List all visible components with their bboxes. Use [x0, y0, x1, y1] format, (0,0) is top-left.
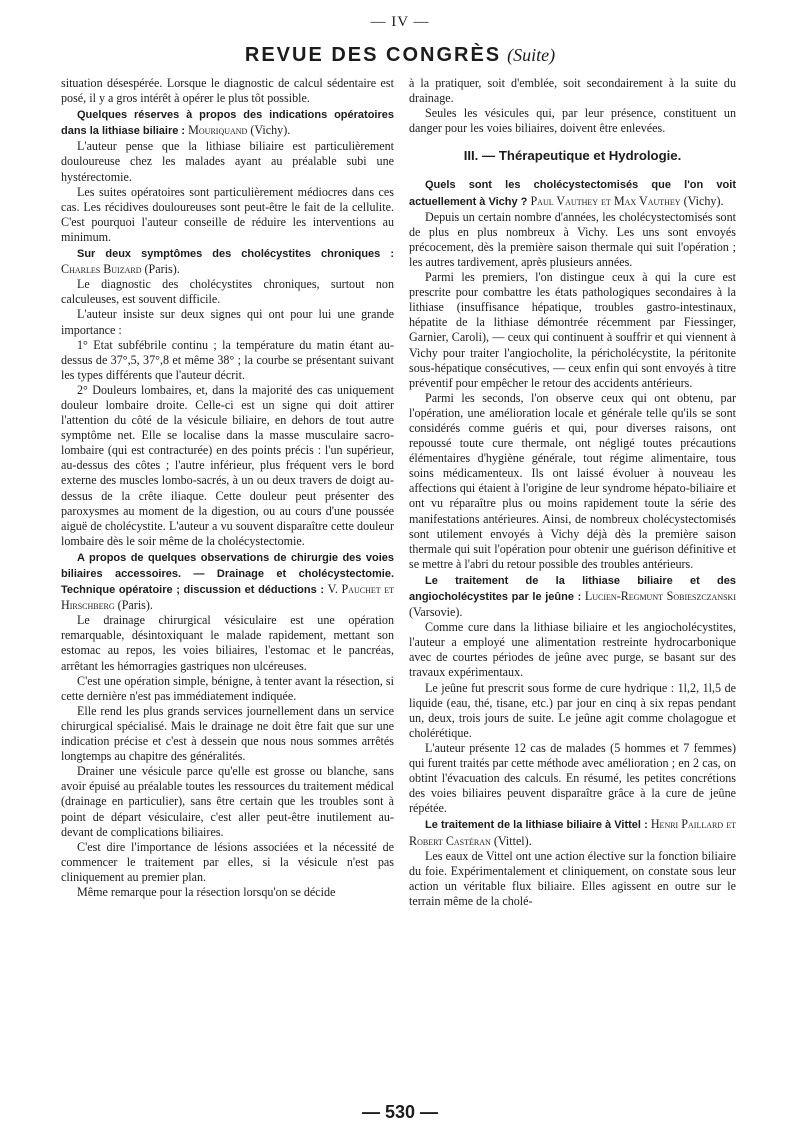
left-column — [61, 76, 394, 900]
paragraph: Même remarque pour la résection lorsqu'on se décide — [77, 884, 336, 899]
paragraph: C'est une opération simple, bénigne, à tenter avant la résection, si cette dernière n'est pas immédiatement indiquée. — [61, 673, 394, 703]
journal-title — [0, 44, 800, 67]
paragraph: Drainer une vésicule parce qu'elle est grosse ou blanche, sans avoir épuisé au préalable toutes les ressources du traitement médical (drainage en particulier), sans être certain que les troubles sont à point de départ vésiculaire, c'est aller peut-être inutilement au-devant de complications biliaires. — [61, 764, 394, 839]
abstract-heading — [61, 246, 394, 277]
abstract-heading — [61, 107, 394, 139]
abstract-author: Henri Paillard et Robert Castéran — [409, 817, 736, 848]
abstract-heading — [409, 177, 736, 209]
abstract-place: (Vichy). — [683, 193, 724, 208]
abstract-author: V. Pauchet et Hirschberg — [61, 582, 395, 613]
paragraph: Seules les vésicules qui, par leur présence, constituent un danger pour les voies biliaires, doivent être enlevées. — [409, 106, 736, 136]
paragraph: Les eaux de Vittel ont une action élective sur la fonction biliaire du foie. Expérimentalement et cliniquement, on constate sous leur action un véritable flux biliaire. Elles agissent en outre sur le terrain même de la cholé- — [409, 848, 736, 908]
abstract-heading — [409, 817, 736, 848]
paragraph: L'auteur insiste sur deux signes qui ont pour lui une grande importance : — [61, 307, 394, 337]
paragraph: Le diagnostic des cholécystites chroniques, surtout non calculeuses, est souvent difficile. — [61, 277, 394, 307]
right-column — [409, 76, 736, 909]
page-number: — 530 — — [361, 1102, 439, 1122]
abstract-heading — [409, 573, 736, 620]
abstract-place: (Varsovie). — [409, 605, 463, 620]
abstract-author: Charles Buizard — [61, 262, 142, 277]
abstract-place: (Vichy). — [250, 123, 291, 138]
paragraph: Parmi les premiers, l'on distingue ceux à qui la cure est prescrite pour combattre les états pathologiques secondaires à la lithiase (insuffisance hépatique, troubles gastro-intestinaux, hépatite de la lithiase démontrée récemment par Fiessinger, Garnier, Caroli), — ceux qui continuent à souffrir et qui viennent à Vichy pour traiter l'angiocholite, la péricholécystite, la péritonite sous-hépatique consécutives, — ceux enfin qui sont envoyés à titre préventif pour empêcher le retour des accidents antérieurs. — [409, 270, 736, 390]
abstract-place: (Paris). — [117, 598, 153, 613]
abstract-title: Le traitement de la lithiase biliaire et des angiocholécystites par le jeûne : — [409, 574, 736, 603]
paragraph: à la pratiquer, soit d'emblée, soit secondairement à la suite du drainage. — [409, 76, 736, 106]
paragraph: Depuis un certain nombre d'années, les cholécystectomisés sont de plus en plus nombreux à Vichy. Les uns sont envoyés précocement, dès la première saison thermale qui suit l'opération ; les autres tardivement, après plusieurs années. — [409, 209, 736, 269]
paragraph: Comme cure dans la lithiase biliaire et les angiocholécystites, l'auteur a employé une alimentation restreinte hydrocarbonique avec de courtes périodes de jeûne avec purge, se basant sur des travaux expérimentaux. — [409, 620, 736, 680]
paragraph: situation désespérée. Lorsque le diagnostic de calcul sédentaire est posé, il y a gros intérêt à opérer le plus tôt possible. — [61, 76, 394, 106]
section-heading: III. — Thérapeutique et Hydrologie. — [463, 148, 682, 164]
paragraph: Le jeûne fut prescrit sous forme de cure hydrique : 1l,2, 1l,5 de liquide (eau, thé, tisane, etc.) par jour en cinq à six repas pendant un, deux, trois jours de suite. Le jeûne agit comme cholagogue et cholérétique. — [409, 680, 736, 740]
abstract-author: Lucien-Regmunt Sobieszczanski — [584, 589, 736, 603]
paragraph: Elle rend les plus grands services journellement dans un service chirurgical spécialisé. Mais le drainage ne doit être fait que sur une indication précise et c'est à dessein que nous nous sommes arrêtés longtemps au chapitre des généralités. — [61, 703, 394, 764]
paragraph: L'auteur présente 12 cas de malades (5 hommes et 7 femmes) qui furent traités par cette méthode avec amélioration ; en 2 cas, on obtint l'évacuation des calculs. En résumé, les petites concrétions des voies biliaires peuvent disparaître grâce à la cure de jeûne répétée. — [409, 740, 736, 816]
paragraph: Le drainage chirurgical vésiculaire est une opération remarquable, désintoxiquant le malade rapidement, mettant son estomac au repos, les voies biliaires, l'estomac et le pancréas, arrêtant les hémorragies gastriques non ulcéreuses. — [61, 613, 394, 673]
title-text: REVUE DES CONGRÈS — [244, 44, 502, 66]
title-suite: (Suite) — [507, 45, 556, 65]
abstract-title: Quelques réserves à propos des indications opératoires dans la lithiase biliaire : — [61, 109, 394, 138]
abstract-heading — [61, 550, 394, 613]
abstract-title: A propos de quelques observations de chirurgie des voies biliaires accessoires. — Drainage et cholécystectomie. Technique opératoire ; discussion et déductions : — [61, 551, 394, 597]
roman-folio: — IV — — [370, 14, 430, 30]
abstract-title: Quels sont les cholécystectomisés que l'on voit actuellement à Vichy ? — [409, 179, 736, 208]
paragraph: C'est dire l'importance de lésions associées et la nécessité de commencer le traitement par elles, si la vésicule n'est pas cliniquement au premier plan. — [61, 839, 394, 884]
abstract-author: Mouriquand — [188, 123, 248, 138]
paragraph: 2° Douleurs lombaires, et, dans la majorité des cas uniquement douleur lombaire droite. Celle-ci est un signe qui doit attirer l'attention du côté de la vésicule biliaire, en dehors de tout autre symptôme net. Elle se localise dans la masse musculaire sacro-lombaire (qui est contracturée) en des points précis : l'un supérieur, au-dessus des côtes ; l'autre inférieur, plus fréquent vers le bord externe des muscles lombo-sacrés, à un ou deux travers de doigt au-dessus de la crête iliaque. Cette douleur peut présenter des paroxysmes au moment de la digestion, ou au cours d'une poussée aiguë de cholécystite. L'auteur a vu souvent disparaître cette douleur lombaire dès le soir même de la cholécystectomie. — [61, 382, 394, 548]
abstract-title: Le traitement de la lithiase biliaire à Vittel : — [425, 819, 648, 832]
abstract-title: Sur deux symptômes des cholécystites chroniques : — [77, 248, 394, 261]
abstract-place: (Paris). — [144, 262, 180, 277]
abstract-place: (Vittel). — [493, 833, 532, 848]
paragraph: Parmi les seconds, l'on observe ceux qui ont obtenu, par l'opération, une amélioration locale et générale telle qu'ils se sont considérés comme guéris et qui, pour diverses raisons, ont repoussé toute cure thermale, ont négligé toutes précautions élémentaires d'hygiène générale, tout régime alimentaire, tous soins médicamenteux. Ils ont laissé évoluer à nouveau les affections qui étaient à l'origine de leur syndrome hépato-biliaire et ont vu réparaître plus ou moins rapidement toute la série des manifestations antérieures. Ainsi, de nombreux cholécystectomisés sont utilement envoyés à Vichy déjà dès la première saison thermale qui suit l'opération pour obtenir une guérison définitive et se mettre à l'abri du retour possible des troubles antérieurs. — [409, 390, 736, 571]
paragraph: Les suites opératoires sont particulièrement médiocres dans ces cas. Les récidives douloureuses sont peut-être le fait de la cellulite. C'est pourquoi l'auteur conseille de réduire les interventions au minimum. — [61, 184, 394, 244]
paragraph: 1° Etat subfébrile continu ; la température du matin étant au-dessus de 37°,5, 37°,8 et même 38° ; la courbe se présentant suivant les types différents que l'auteur décrit. — [61, 337, 394, 382]
abstract-author: Paul Vauthey et Max Vauthey — [530, 193, 681, 208]
paragraph: L'auteur pense que la lithiase biliaire est particulièrement douloureuse chez les malades ayant au préalable subi une hystérectomie. — [61, 139, 394, 184]
